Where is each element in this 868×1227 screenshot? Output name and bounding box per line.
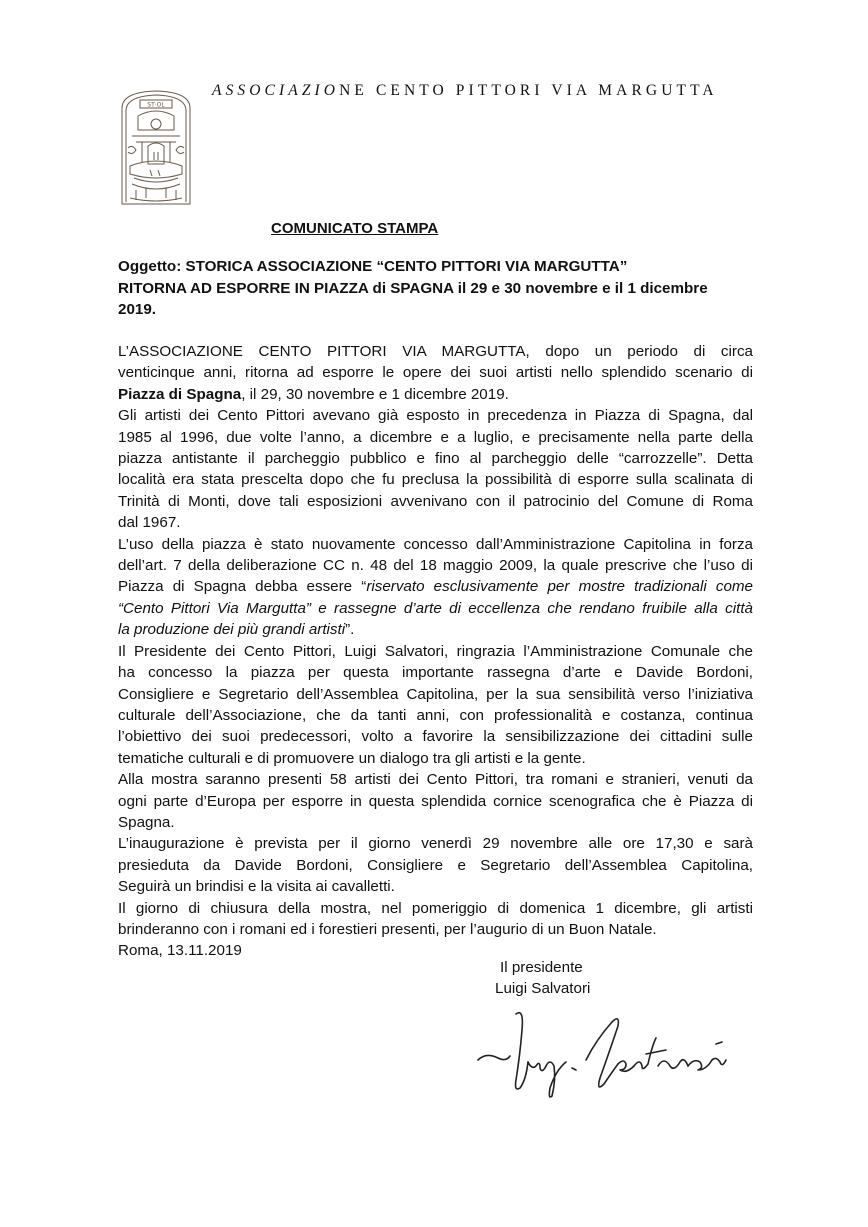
logo-text: ST·OL [147,101,165,109]
body-line: Gli artisti dei Cento Pittori avevano già esposto in precedenza in Piazza di Spagna, dal [118,407,753,425]
association-logo [118,86,194,206]
body-line: ha concesso la piazza per questa importante rassegna d’arte e Davide Bordoni, [118,664,753,682]
header-title [212,82,718,100]
signatory-name: Luigi Salvatori [495,980,591,997]
body-line: brinderanno con i romani ed i forestieri presenti, per l’augurio di un Buon Natale. [118,920,657,938]
body-line: tematiche culturali e di promuovere un dialogo tra gli artisti e la gente. [118,749,586,767]
body-line: dell’art. 7 della deliberazione CC n. 48 del 18 maggio 2009, la quale prescrive che l’uso di [118,557,753,575]
body-line-text: Piazza di Spagna debba essere “ [118,578,367,596]
body-line: l’obiettivo dei suoi predecessori, volto a favorire la sensibilizzazione dei cittadini sulle [118,728,753,746]
body-line: venticinque anni, ritorna ad esporre le opere dei suoi artisti nello splendido scenario di [118,364,753,382]
press-release-body [118,341,753,962]
body-line [118,619,753,640]
body-line [118,576,753,597]
place-date: Roma, 13.11.2019 [118,942,242,960]
location-emphasis: Piazza di Spagna [118,385,242,403]
body-line: presieduta da Davide Bordoni, Consigliere e Segretario dell’Assemblea Capitolina, [118,856,753,874]
body-line: piazza antistante il parcheggio pubblico e fino al parcheggio delle “carrozzelle”. Detta [118,450,753,468]
subject-line: RITORNA AD ESPORRE IN PIAZZA di SPAGNA il 29 e 30 novembre e il 1 dicembre [118,279,708,297]
body-line: Spagna. [118,813,175,831]
body-line: Consigliere e Segretario dell’Assemblea Capitolina, per la sua sensibilità verso l’iniziativa [118,685,753,703]
body-line: ogni parte d’Europa per esporre in questa splendida cornice scenografica che è Piazza di [118,792,753,810]
body-line: L’uso della piazza è stato nuovamente concesso dall’Amministrazione Capitolina in forza [118,535,753,553]
body-line-text: ”. [345,621,355,639]
body-line: dal 1967. [118,514,181,532]
subject-line: 2019. [118,301,157,318]
signatory-title: Il presidente [500,959,583,976]
body-line-text: , il 29, 30 novembre e 1 dicembre 2019. [241,385,509,403]
body-line: Il Presidente dei Cento Pittori, Luigi Salvatori, ringrazia l’Amministrazione Comunale che [118,642,753,660]
body-line: L’inaugurazione è prevista per il giorno venerdì 29 novembre alle ore 17,30 e sarà [118,835,753,853]
press-release-heading: COMUNICATO STAMPA [271,220,439,237]
quoted-text: la produzione dei più grandi artisti [118,621,346,639]
body-line: L’ASSOCIAZIONE CENTO PITTORI VIA MARGUTTA, dopo un periodo di circa [118,343,753,360]
body-line: Il giorno di chiusura della mostra, nel pomeriggio di domenica 1 dicembre, gli artisti [118,899,753,917]
subject-block [118,256,754,321]
header-title-rest: NE CENTO PITTORI VIA MARGUTTA [339,82,718,99]
body-line: 1985 al 1996, due volte l’anno, a dicembre e a luglio, e precisamente nella parte della [118,428,753,446]
body-line: culturale dell’Associazione, che da tanti anni, con professionalità e costanza, continua [118,706,753,724]
body-line: località era stata prescelta dopo che fu preclusa la possibilità di esporre sulla scalinata di [118,471,753,489]
quoted-text: riservato esclusivamente per mostre tradizionali come [366,578,753,596]
body-line: Trinità di Monti, dove tali esposizioni avvenivano con il patrocinio del Comune di Roma [118,492,753,510]
body-line: Alla mostra saranno presenti 58 artisti dei Cento Pittori, tra romani e stranieri, venuti da [118,771,753,789]
body-line: Seguirà un brindisi e la visita ai cavalletti. [118,878,395,896]
subject-line: Oggetto: STORICA ASSOCIAZIONE “CENTO PITTORI VIA MARGUTTA” [118,258,628,275]
body-line [118,384,753,405]
header-title-italic: ASSOCIAZIO [212,82,340,99]
handwritten-signature [476,1000,738,1102]
quoted-text: “Cento Pittori Via Margutta” e rassegne d’arte di eccellenza che rendano fruibile alla città [118,599,753,617]
